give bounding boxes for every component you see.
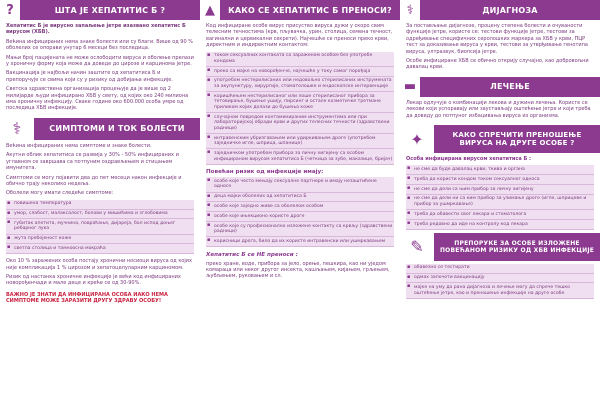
- stethoscope-icon: ⚕: [400, 0, 420, 20]
- list-item: ▪ мајке на уму да рана дијагноза и лечење могу да спрече тешко оштећење јетре, као и преношење инфекције на друге особе: [406, 283, 594, 298]
- definition-text: Хепатитис Б је вирусно запаљење јетре изазвано хепатитис Б вирусом (ХБВ).: [6, 23, 186, 36]
- para: Акутни облик хепатитиса се развија у 30% - 50% инфицираних и углавном се завршава са потпуним оздрављењем и стицањем имунитета.: [6, 152, 179, 172]
- header-symptoms: [0, 118, 200, 140]
- list-item: ▪ повишена температура: [6, 200, 194, 210]
- list-item: ▪ интравенским убризгавањем или удиркивањем дроге (употребом заједничке игле, шприца, шпанице): [206, 134, 394, 149]
- column-diagnosis: [400, 0, 600, 400]
- list-item: ▪ заједничком употребом прибора за личну хигијену са особом инфицираном вирусом хепатитиса Б (четкица за зубе, маказице, бријач): [206, 149, 394, 164]
- para: Ризик од настанка хроничне инфекције је већи код инфицираних новорођенчади и мале деце и креће се од 30-90%.: [6, 274, 181, 287]
- para: За постављање дијагнозе, процену степена болести и очуваности функције јетре, користе се: тестови функције јетре, тестови за одређивање специфичних серолошких маркера за ХБВ у крви, ПЦР тест за доказивање вируса у крви, тестови за утврђивање генотипа вируса, ултразвук, биопсија јетре.: [406, 23, 588, 55]
- question-icon: ?: [0, 0, 20, 20]
- para: Вакцинација је најбољи начин заштите од хепатитиса Б и препоручује се свима који су у ризику од добијања инфекције.: [6, 70, 173, 83]
- list-item: ▪ светла столица и тамноосна мокраћа: [6, 244, 194, 254]
- section-what-is: [0, 20, 200, 118]
- para: Особе инфициране ХБВ се обично открију случајно, као добровољни давалац крви.: [406, 58, 589, 71]
- section-transmission: [200, 20, 400, 286]
- list-item: ▪ корисници дрога, било да их користе интравенски или ушмркавањем: [206, 237, 394, 247]
- pill-icon: ▬: [400, 77, 420, 97]
- header-treatment-title: ЛЕЧЕЊЕ: [490, 82, 530, 92]
- prevention-list: [406, 165, 594, 229]
- section-diagnosis: [400, 20, 600, 77]
- list-item: ▪ особе које заједно живе са оболелом особом: [206, 202, 394, 212]
- list-item: ▪ деца мајки оболелих од хепатитиса Б: [206, 193, 394, 203]
- header-symptoms-title: СИМПТОМИ И ТОК БОЛЕСТИ: [49, 124, 185, 134]
- list-item: ▪ обавезно се тестирати: [406, 264, 594, 274]
- para: Око 10 % заражених особа постају хронични носиоци вируса од којих није компликација 1 % цирозом и хепатоцелуларним карциномом.: [6, 258, 193, 271]
- para: Већина инфицираних нема знаке болести или су благи. Више од 90 % оболелих се опорави унутар 6 месеци без последица.: [6, 38, 194, 52]
- header-recommendations: [400, 233, 600, 261]
- header-diagnosis: [400, 0, 600, 20]
- section-prevention: [400, 153, 600, 233]
- header-treatment: [400, 77, 600, 97]
- section-treatment: [400, 97, 600, 125]
- syringe-icon: ✦: [400, 125, 434, 153]
- list-item: ▪ употребом нестерилисаних или недовољно стерилисаних инструмената за акупунктуру, хирургије, стоматолошке и ендоскопске интервенције: [206, 77, 394, 92]
- para: преко хране, воде, прибора за јело, орење, пешкира, као ни уједом комараца или неког другог инсекта, кашљањем, кијањем, грљењем, љубљењем, руковањем и сл.: [206, 260, 390, 280]
- list-item: ▪ одмах започети вакцинацију: [406, 274, 594, 284]
- list-item: ▪ током сексуалних контаката са зараженом особом без употребе кондома: [206, 52, 394, 67]
- list-item: ▪ не сме да дели са њим прибор за личну хигијену: [406, 185, 594, 195]
- list-item: ▪ не сме да буде давалац крви, ткива и органа: [406, 165, 594, 175]
- list-item: ▪ умор, слабост, малаксалост, болови у мишићима и зглобовима: [6, 210, 194, 220]
- header-transmission-title: КАКО СЕ ХЕПАТИТИС Б ПРЕНОСИ?: [228, 5, 392, 15]
- header-diagnosis-title: ДИЈАГНОЗА: [482, 5, 538, 15]
- not-transmitted-title: Хепатитис Б се НЕ преноси :: [206, 252, 298, 259]
- para: Симптоми се могу појавити два до пет месеци након инфекције и обично трају неколико недеља.: [6, 174, 182, 187]
- list-item: ▪ особе које често мењају сексуалне партнере и имају незаштићене односе: [206, 177, 394, 192]
- list-item: ▪ губитак апетита, мучнина, повраћање, дијареја, бол испод доњег ребарног лука: [6, 219, 194, 234]
- note-icon: ✎: [400, 233, 434, 261]
- header-prevention: [400, 125, 600, 153]
- list-item: ▪ треба редовно да иде на контролу код лекара: [406, 220, 594, 230]
- list-item: ▪ коришћењем нестерилисаног или лоше стерилисаног прибора за тетовирање, бушење ушију, пирсинг и остале козметичке третмане приликом којих долази до бушења коже: [206, 92, 394, 113]
- header-prevention-title: КАКО СПРЕЧИТИ ПРЕНОШЕЊЕ ВИРУСА НА ДРУГЕ ОСОБЕ ?: [452, 131, 582, 148]
- column-what-is: [0, 0, 200, 400]
- list-item: ▪ преко са мајке на новорођенче, најчешће у току самог порођаја: [206, 67, 394, 77]
- list-item: ▪ не сме да дели ни са ким прибор за узимање дроге (игле, шприцеве и прибор за ушмркавање): [406, 195, 594, 210]
- recommendation-list: [406, 264, 594, 299]
- warning-text: ВАЖНО ЈЕ ЗНАТИ ДА ИНФИЦИРАНА ОСОБА ИАКО НЕМА СИМПТОМЕ МОЖЕ ЗАРАЗИТИ ДРУГУ ЗДРАВУ ОСОБУ!: [6, 291, 168, 305]
- header-recommendations-title: ПРЕПОРУКЕ ЗА ОСОБЕ ИЗЛОЖЕНЕ ПОВЕЋАНОМ РИЗИКУ ОД ХБВ ИНФЕКЦИЈЕ: [439, 239, 595, 254]
- para: Већина инфицираних нема симптоме и знаке болести.: [6, 142, 152, 149]
- risk-list: [206, 177, 394, 247]
- para: Светска здравствена организација процењује да је више од 2 милијарде људи инфицирано ХБВ у свету, од којих око 240 милиона има хроничну инфекцију. Сваке године око 600.000 особа умре од последица ХБВ инфекције.: [6, 86, 189, 112]
- header-what-is: [0, 0, 200, 20]
- list-item: ▪ особе које су професионално изложене контакту са крвљу (здравствени радници): [206, 222, 394, 237]
- section-recommendations: [400, 261, 600, 302]
- section-symptoms: [0, 140, 200, 311]
- symptom-list: [6, 200, 194, 255]
- list-item: ▪ треба да користи кондом током сексуалног односа: [406, 175, 594, 185]
- para: Оболели могу имати следеће симптоме:: [6, 190, 114, 197]
- header-what-is-title: ШТА ЈЕ ХЕПАТИТИС Б ?: [54, 5, 166, 15]
- list-item: ▪ случајном повредом контаминираним инструментима или при лабораторијској обради крви и других телесних течности (здравствени радници): [206, 113, 394, 134]
- para: Лекар одлучује о комбинацији лекова и дужини лечења. Користе се лекови који успоравају или заустављају оштећење јетре и који треба да доведу до потпуног избацивања вируса из организма.: [406, 99, 591, 119]
- para: Код инфициране особе вирус присуство вируса дужи у скоро свим телесним течностима (крв, пљувачка, урин, столица, семена течност, вагинални и цервикални секрети). Најчешће се преноси преко крви, директним и индиректним контактом:: [206, 23, 393, 49]
- risk-title: Повећан ризик од инфекције имају:: [206, 168, 324, 175]
- drop-icon: ▲: [200, 0, 220, 20]
- column-transmission: [200, 0, 400, 400]
- para: Мањи број пацијената не може ослободити вируса и оболење прелази у хроничну форму која може да доведе до цирозе и карцинома јетре.: [6, 54, 194, 68]
- transmission-list: [206, 52, 394, 165]
- list-item: ▪ особе које ињекционо користе дроге: [206, 212, 394, 222]
- list-item: ▪ треба да обавести свог лекара и стоматолога: [406, 210, 594, 220]
- prevention-intro: Особа инфицирана вирусом хепатитиса Б :: [406, 156, 532, 163]
- header-transmission: [200, 0, 400, 20]
- list-item: ▪ жута пребојеност коже: [6, 235, 194, 245]
- syringe-icon: ⚕: [0, 118, 34, 140]
